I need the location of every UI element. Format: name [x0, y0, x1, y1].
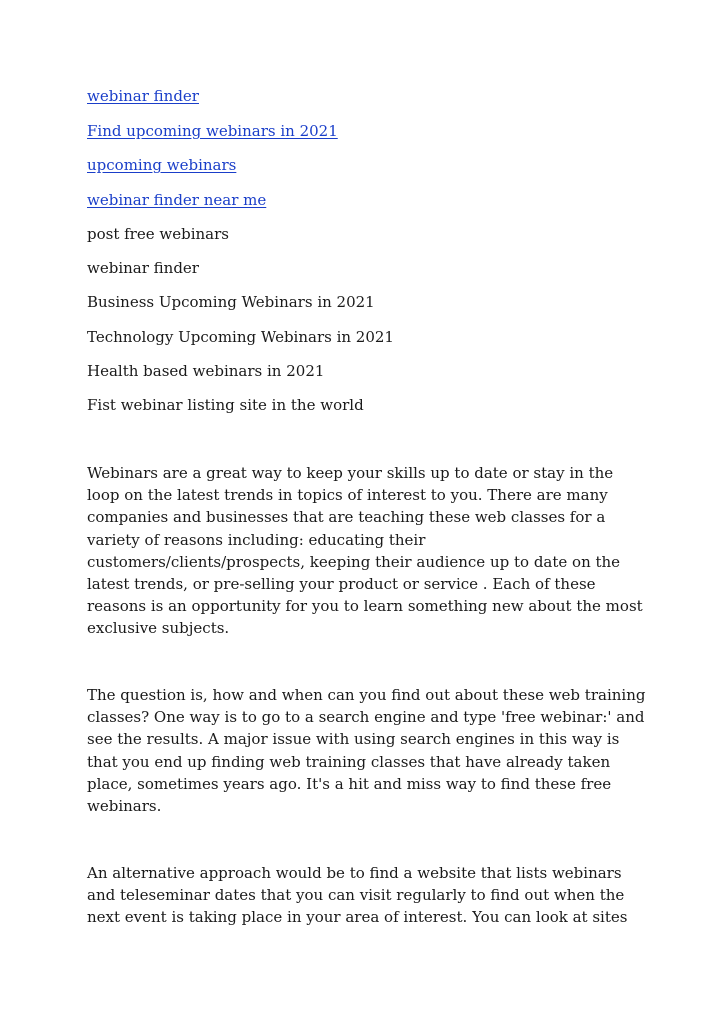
link-webinar-finder-near-me[interactable]: webinar finder near me	[87, 191, 267, 209]
link-upcoming-webinars[interactable]: upcoming webinars	[87, 156, 237, 174]
link-find-upcoming-webinars-2021[interactable]: Find upcoming webinars in 2021	[87, 122, 338, 140]
paragraph-alternative: An alternative approach would be to find a website that lists webinars and teleseminar dates that you can visit regularly to find out when the next event is taking place in your area of interest. You can look at sites	[87, 864, 628, 927]
text-webinar-finder: webinar finder	[87, 259, 199, 277]
text-first-listing-site: Fist webinar listing site in the world	[87, 396, 364, 414]
text-health-webinars: Health based webinars in 2021	[87, 362, 325, 380]
text-technology-webinars: Technology Upcoming Webinars in 2021	[87, 328, 394, 346]
link-webinar-finder[interactable]: webinar finder	[87, 87, 199, 105]
paragraph-question: The question is, how and when can you find out about these web training classes? One way is to go to a search engine and type 'free webinar:' and see the results. A major issue with using search engines in this way is that you end up finding web training classes that have already taken place, sometimes years ago. It's a hit and miss way to find these free webinars.	[87, 686, 646, 816]
paragraph-intro: Webinars are a great way to keep your skills up to date or stay in the loop on the latest trends in topics of interest to you. There are many companies and businesses that are teaching these web classes for a variety of reasons including: educating their customers/clients/prospects, keeping their audience up to date on the latest trends, or pre-selling your product or service . Each of these reasons is an opportunity for you to learn something new about the most exclusive subjects.	[87, 464, 643, 638]
text-post-free-webinars: post free webinars	[87, 225, 229, 243]
text-business-webinars: Business Upcoming Webinars in 2021	[87, 293, 375, 311]
